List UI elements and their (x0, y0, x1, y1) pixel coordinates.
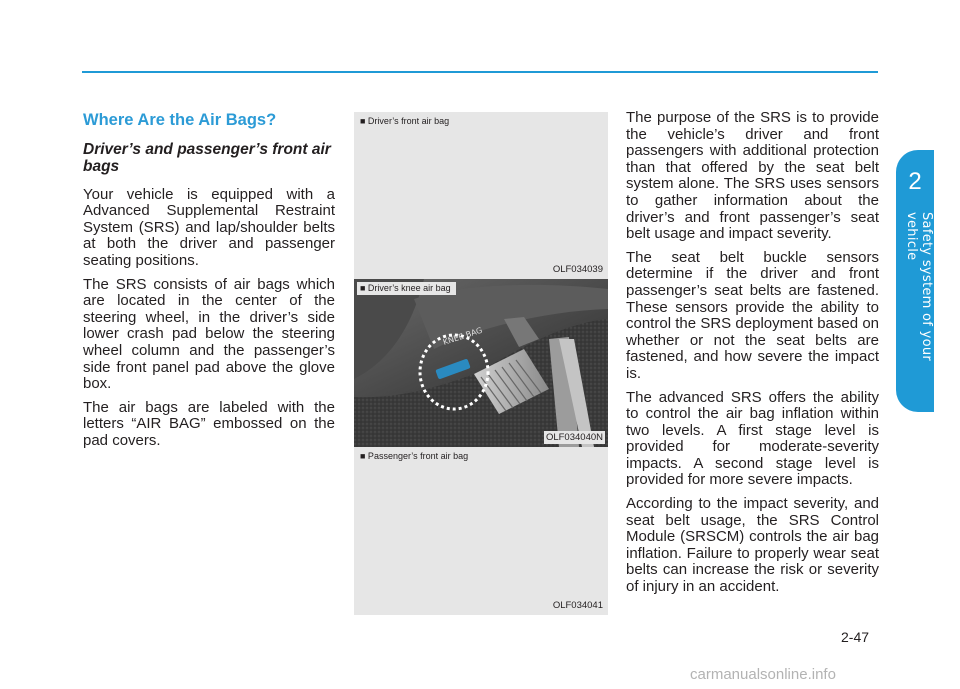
header-rule (82, 71, 878, 73)
figure-driver-front-airbag (354, 112, 608, 279)
body-paragraph: The seat belt buckle sensors determine if the driver and front passenger’s seat belts are fastened. These sensors provide the ability to control the SRS deployment based on whether or not the seat belts are fastened, and how severe the impact is. (626, 248, 879, 382)
body-paragraph: The air bags are labeled with the letters “AIR BAG” embossed on the pad covers. (83, 398, 335, 449)
embossed-text: KNEE BAG (441, 325, 484, 347)
sub-heading: Driver’s and passenger’s front air bags (83, 140, 331, 175)
figure-caption: ■ Driver’s front air bag (357, 115, 454, 128)
body-paragraph: The SRS consists of air bags which are located in the center of the steering wheel, in the driver’s side lower crash pad below the steering wheel column and the passenger’s side front panel pad above the glove box. (83, 275, 335, 393)
chapter-title: Safety system of your vehicle (904, 212, 934, 362)
figure-code: OLF034039 (552, 264, 603, 275)
left-column (83, 112, 335, 457)
right-column (626, 110, 879, 603)
body-paragraph: According to the impact severity, and seat belt usage, the SRS Control Module (SRSCM) controls the air bag inflation. Failure to properly wear seat belts can increase the risk or severity of injury in an accident. (626, 495, 879, 596)
body-paragraph: Your vehicle is equipped with a Advanced Supplemental Restraint System (SRS) and lap/shoulder belts at both the driver and passenger seating positions. (83, 185, 335, 269)
body-paragraph: The purpose of the SRS is to provide the vehicle’s driver and front passengers with additional protection than that offered by the seat belt system alone. The SRS uses sensors to gather information about the driver’s and front passenger’s seat belt usage and impact severity. (626, 109, 879, 243)
figure-caption: ■ Driver’s knee air bag (357, 282, 456, 295)
figure-code: OLF034040N (545, 432, 603, 443)
figure-passenger-front-airbag (354, 447, 608, 615)
page-number: 2-47 (841, 629, 870, 645)
body-paragraph: The advanced SRS offers the ability to control the air bag inflation within two levels. A first stage level is provided for moderate-severity impacts. A second stage level is provided for more severe impacts. (626, 388, 879, 489)
figure-caption: ■ Passenger’s front air bag (357, 450, 473, 463)
chapter-number: 2 (908, 168, 922, 195)
watermark[interactable]: carmanualsonline.info (690, 666, 836, 683)
knee-airbag-photo (354, 279, 608, 447)
chapter-tab[interactable] (896, 150, 934, 412)
figure-driver-knee-airbag (354, 279, 608, 447)
figure-code: OLF034041 (552, 600, 603, 611)
section-heading: Where Are the Air Bags? (83, 111, 277, 129)
